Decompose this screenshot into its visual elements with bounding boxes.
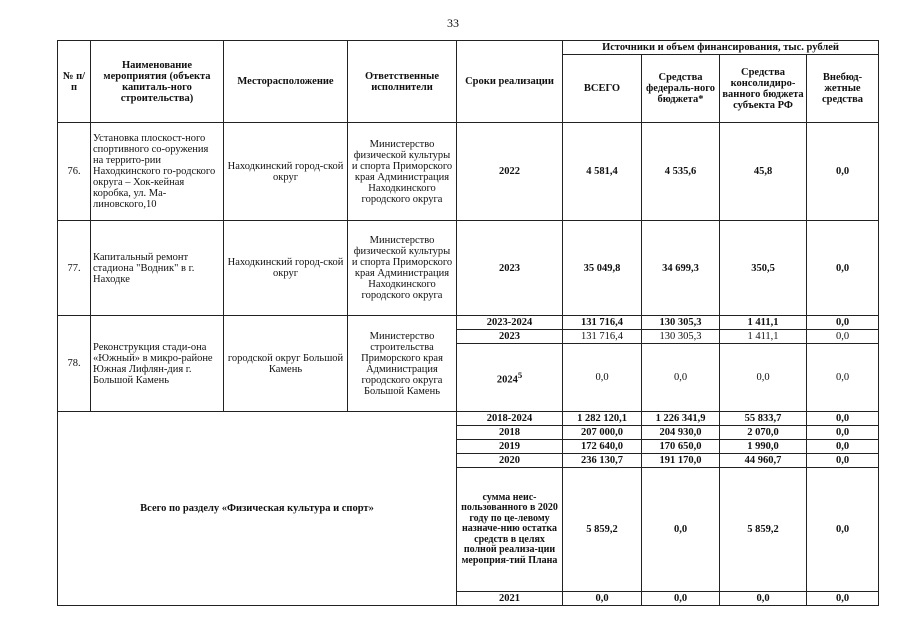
total-row bbox=[58, 412, 879, 426]
total-federal: 1 226 341,9 bbox=[642, 412, 720, 426]
row-extra: 0,0 bbox=[807, 344, 879, 412]
row-consolidated: 350,5 bbox=[720, 221, 807, 316]
row-term: 2023 bbox=[457, 330, 563, 344]
row-federal: 34 699,3 bbox=[642, 221, 720, 316]
row-responsible: Министерство физической культуры и спорта Приморского края Администрация Находкинского городского округа bbox=[348, 123, 457, 221]
row-consolidated: 45,8 bbox=[720, 123, 807, 221]
row-term bbox=[457, 344, 563, 412]
row-responsible: Министерство строительства Приморского края Администрация городского округа Большой Камень bbox=[348, 316, 457, 412]
total-consolidated: 2 070,0 bbox=[720, 426, 807, 440]
table-row bbox=[58, 123, 879, 221]
total-term: 2018 bbox=[457, 426, 563, 440]
row-name: Капитальный ремонт стадиона "Водник" в г. Находке bbox=[91, 221, 224, 316]
header-name: Наименование мероприятия (объекта капиталь-ного строительства) bbox=[91, 41, 224, 123]
header-consolidated: Средства консолидиро-ванного бюджета субъекта РФ bbox=[720, 55, 807, 123]
header-terms: Сроки реализации bbox=[457, 41, 563, 123]
total-consolidated: 55 833,7 bbox=[720, 412, 807, 426]
total-extra: 0,0 bbox=[807, 468, 879, 592]
section-total-label: Всего по разделу «Физическая культура и спорт» bbox=[58, 412, 457, 606]
row-total: 35 049,8 bbox=[563, 221, 642, 316]
total-extra: 0,0 bbox=[807, 592, 879, 606]
header-total: ВСЕГО bbox=[563, 55, 642, 123]
total-term: 2020 bbox=[457, 454, 563, 468]
total-federal: 191 170,0 bbox=[642, 454, 720, 468]
row-extra: 0,0 bbox=[807, 123, 879, 221]
row-term-year: 2024 bbox=[496, 374, 518, 386]
row-total: 0,0 bbox=[563, 344, 642, 412]
row-total: 4 581,4 bbox=[563, 123, 642, 221]
total-federal: 170 650,0 bbox=[642, 440, 720, 454]
header-funding-group: Источники и объем финансирования, тыс. рублей bbox=[563, 41, 879, 55]
total-term: 2021 bbox=[457, 592, 563, 606]
total-total: 5 859,2 bbox=[563, 468, 642, 592]
total-term: 2019 bbox=[457, 440, 563, 454]
total-total: 172 640,0 bbox=[563, 440, 642, 454]
table-row bbox=[58, 316, 879, 330]
total-extra: 0,0 bbox=[807, 440, 879, 454]
row-consolidated: 1 411,1 bbox=[720, 330, 807, 344]
row-consolidated: 1 411,1 bbox=[720, 316, 807, 330]
total-total: 236 130,7 bbox=[563, 454, 642, 468]
row-federal: 4 535,6 bbox=[642, 123, 720, 221]
table-header-row bbox=[58, 41, 879, 55]
header-no: № п/п bbox=[58, 41, 91, 123]
total-extra: 0,0 bbox=[807, 454, 879, 468]
total-federal: 0,0 bbox=[642, 468, 720, 592]
row-federal: 130 305,3 bbox=[642, 316, 720, 330]
header-location: Месторасположение bbox=[224, 41, 348, 123]
header-federal: Средства федераль-ного бюджета* bbox=[642, 55, 720, 123]
row-term: 2023-2024 bbox=[457, 316, 563, 330]
page-number: 33 bbox=[447, 16, 459, 30]
total-total: 1 282 120,1 bbox=[563, 412, 642, 426]
row-total: 131 716,4 bbox=[563, 330, 642, 344]
total-total: 0,0 bbox=[563, 592, 642, 606]
header-responsible: Ответственные исполнители bbox=[348, 41, 457, 123]
total-federal: 204 930,0 bbox=[642, 426, 720, 440]
row-extra: 0,0 bbox=[807, 316, 879, 330]
total-extra: 0,0 bbox=[807, 426, 879, 440]
total-consolidated: 0,0 bbox=[720, 592, 807, 606]
row-name: Реконструкция стади-она «Южный» в микро-районе Южная Лифлян-дия г. Большой Камень bbox=[91, 316, 224, 412]
funding-plan-table bbox=[57, 40, 879, 606]
row-federal: 0,0 bbox=[642, 344, 720, 412]
row-location: Находкинский город-ской округ bbox=[224, 221, 348, 316]
row-extra: 0,0 bbox=[807, 221, 879, 316]
total-term: 2018-2024 bbox=[457, 412, 563, 426]
total-term-unused-balance: сумма неис-пользованного в 2020 году по це-левому назначе-нию остатка средств в целях полной реализа-ции мероприя-тий Плана bbox=[457, 468, 563, 592]
total-consolidated: 5 859,2 bbox=[720, 468, 807, 592]
row-term: 2023 bbox=[457, 221, 563, 316]
row-location: городской округ Большой Камень bbox=[224, 316, 348, 412]
row-no: 77. bbox=[58, 221, 91, 316]
row-total: 131 716,4 bbox=[563, 316, 642, 330]
total-extra: 0,0 bbox=[807, 412, 879, 426]
total-federal: 0,0 bbox=[642, 592, 720, 606]
row-consolidated: 0,0 bbox=[720, 344, 807, 412]
row-extra: 0,0 bbox=[807, 330, 879, 344]
row-term: 2022 bbox=[457, 123, 563, 221]
total-consolidated: 44 960,7 bbox=[720, 454, 807, 468]
row-name: Установка плоскост-ного спортивного со-оружения на террито-рии Находкинского го-родского округа – Хок-кейная коробка, ул. Ма-линовского,10 bbox=[91, 123, 224, 221]
row-location: Находкинский город-ской округ bbox=[224, 123, 348, 221]
row-no: 78. bbox=[58, 316, 91, 412]
row-no: 76. bbox=[58, 123, 91, 221]
header-extra: Внебюд-жетные средства bbox=[807, 55, 879, 123]
row-responsible: Министерство физической культуры и спорта Приморского края Администрация Находкинского городского округа bbox=[348, 221, 457, 316]
footnote-marker: 5 bbox=[517, 369, 523, 380]
table-row bbox=[58, 221, 879, 316]
total-total: 207 000,0 bbox=[563, 426, 642, 440]
row-federal: 130 305,3 bbox=[642, 330, 720, 344]
total-consolidated: 1 990,0 bbox=[720, 440, 807, 454]
